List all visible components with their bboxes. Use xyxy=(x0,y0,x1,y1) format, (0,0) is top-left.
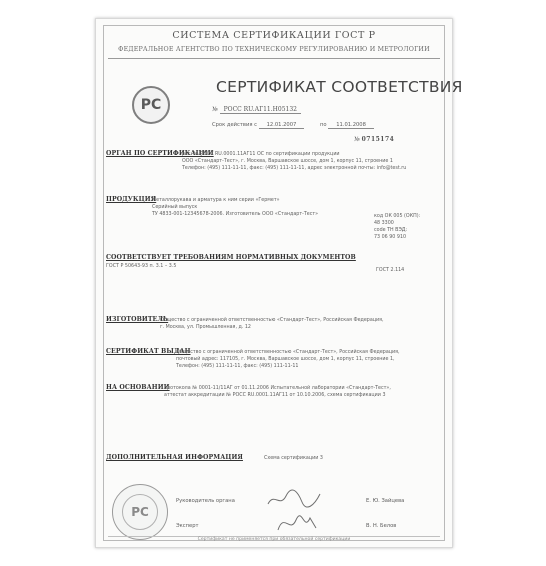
head-signature xyxy=(264,488,324,510)
date-from: 12.01.2007 xyxy=(259,122,305,129)
organ-label: ОРГАН ПО СЕРТИФИКАЦИИ xyxy=(106,150,214,157)
stamp-logo: РС xyxy=(122,494,158,530)
basis-text xyxy=(164,385,440,399)
organ-text xyxy=(182,151,436,172)
date-to: 11.01.2008 xyxy=(328,122,374,129)
footer-note: Сертификат не применяется при обязательной сертификации xyxy=(197,537,351,542)
okp-label: код ОК 005 (ОКП): xyxy=(374,214,421,219)
manufacturer-label: ИЗГОТОВИТЕЛЬ xyxy=(106,316,169,323)
agency-heading: ФЕДЕРАЛЬНОЕ АГЕНТСТВО ПО ТЕХНИЧЕСКОМУ РЕГУЛИРОВАНИЮ И МЕТРОЛОГИИ xyxy=(118,46,430,53)
manufacturer-line-2: г. Москва, ул. Промышленная, д. 12 xyxy=(160,325,251,330)
serial-prefix: № xyxy=(354,136,360,143)
product-line-2: Серийный выпуск xyxy=(152,205,198,210)
validity-row xyxy=(212,122,374,128)
normative-line-1: ГОСТ Р 50643-93 п. 3.1 – 3.5 xyxy=(106,264,177,269)
organ-line-1: рег. № РОСС RU.0001.11АГ11 ОС по сертификации продукции xyxy=(182,152,340,157)
manufacturer-line-1: Общество с ограниченной ответственностью «Стандарт-Тест», Российская Федерация, xyxy=(160,318,384,323)
product-label: ПРОДУКЦИЯ xyxy=(106,196,157,203)
reg-number: РОСС RU.АГ11.Н05132 xyxy=(220,106,301,114)
tnved-label: code ТН ВЭД: xyxy=(374,228,408,233)
date-to-label: по xyxy=(319,122,327,128)
issued-text xyxy=(176,349,440,370)
organ-line-2: ООО «Стандарт-Тест», г. Москва, Варшавское шоссе, дом 1, корпус 11, строение 1 xyxy=(182,159,393,164)
issued-label: СЕРТИФИКАТ ВЫДАН xyxy=(106,348,191,355)
serial-row xyxy=(354,136,394,143)
reg-number-row xyxy=(212,106,301,114)
validity-label: Срок действия с xyxy=(212,122,257,128)
expert-signature-label: Эксперт xyxy=(176,523,199,529)
header-rule xyxy=(108,58,440,59)
product-line-3: ТУ 4833-001-12345678-2006. Изготовитель ООО «Стандарт-Тест» xyxy=(152,212,319,217)
issued-line-3: Телефон: (495) 111-11-11, факс: (495) 111-11-11 xyxy=(176,364,299,369)
serial-number: 0715174 xyxy=(361,136,395,143)
okp-code: 48 3300 xyxy=(374,221,394,226)
expert-signature xyxy=(272,510,322,536)
basis-line-1: протокола № 0001-11/11АГ от 01.11.2006 Испытательной лаборатории «Стандарт-Тест», xyxy=(164,386,391,391)
reg-number-prefix: № xyxy=(212,106,218,113)
extra-info-line-1: Схема сертификации 3 xyxy=(264,456,323,461)
expert-name: В. Н. Белов xyxy=(366,523,397,529)
gost-r-logo: РС xyxy=(132,86,170,124)
system-heading: СИСТЕМА СЕРТИФИКАЦИИ ГОСТ Р xyxy=(172,30,376,41)
normative-label: СООТВЕТСТВУЕТ ТРЕБОВАНИЯМ НОРМАТИВНЫХ ДОКУМЕНТОВ xyxy=(106,254,356,261)
normative-side-code: ГОСТ 2.114 xyxy=(376,268,405,273)
certificate-sheet xyxy=(95,18,463,548)
certificate-frame xyxy=(103,25,463,542)
tnved-code: 73 06 90 910 xyxy=(374,235,407,240)
basis-line-2: аттестат аккредитации № РОСС RU.0001.11АГ11 от 10.10.2006, схема сертификации 3 xyxy=(164,393,386,398)
issued-line-2: почтовый адрес: 117105, г. Москва, Варшавское шоссе, дом 1, корпус 11, строение 1, xyxy=(176,357,395,362)
issued-line-1: Общество с ограниченной ответственностью «Стандарт-Тест», Российская Федерация, xyxy=(176,350,400,355)
manufacturer-text xyxy=(160,317,440,331)
basis-label: НА ОСНОВАНИИ xyxy=(106,384,170,391)
organ-line-3: Телефон: (495) 111-11-11, факс: (495) 111-11-11, адрес электронной почты: info@test.ru xyxy=(182,166,407,171)
head-name: Е. Ю. Зайцева xyxy=(366,498,405,504)
product-text xyxy=(152,197,364,218)
product-codes xyxy=(374,213,438,241)
product-line-1: Металлорукава и арматура к ним серии «Гермет» xyxy=(152,198,280,203)
extra-info-label: ДОПОЛНИТЕЛЬНАЯ ИНФОРМАЦИЯ xyxy=(106,454,243,461)
certificate-title: СЕРТИФИКАТ СООТВЕТСТВИЯ xyxy=(216,78,463,96)
head-signature-label: Руководитель органа xyxy=(176,498,235,504)
certification-stamp xyxy=(112,484,168,540)
